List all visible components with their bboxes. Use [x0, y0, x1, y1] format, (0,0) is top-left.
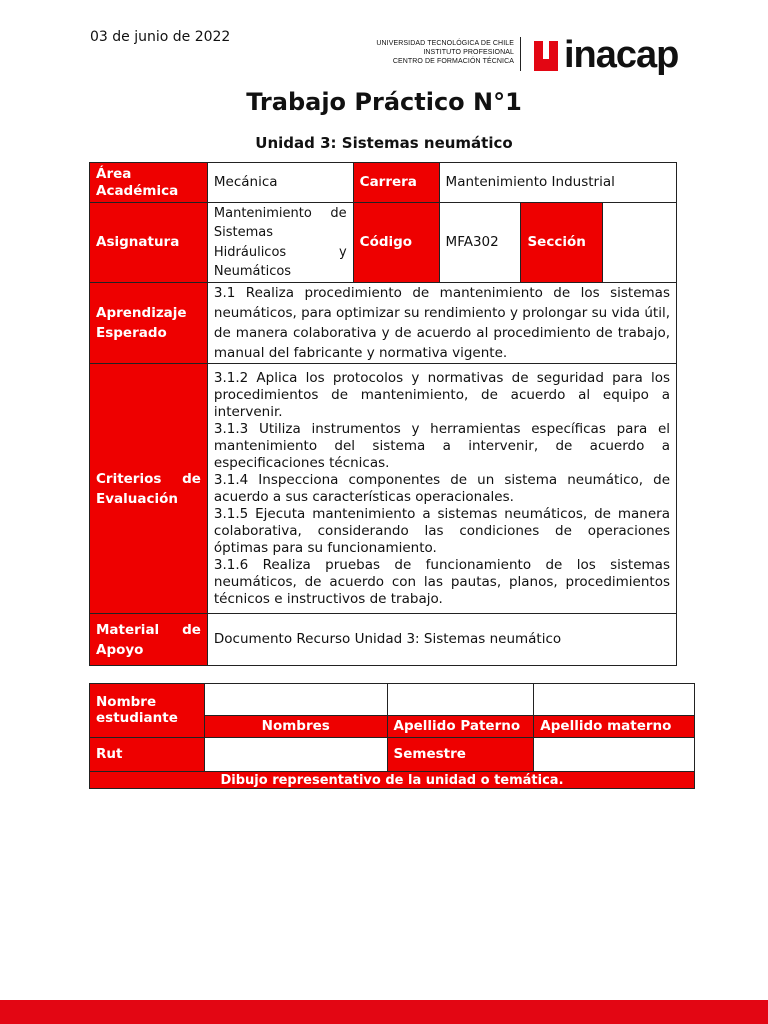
page-title: Trabajo Práctico N°1 [246, 88, 522, 116]
semestre-label: Semestre [387, 738, 534, 772]
student-info-table [89, 683, 695, 789]
material-label: Material de Apoyo [90, 614, 208, 666]
material-value: Documento Recurso Unidad 3: Sistemas neumático [207, 614, 676, 666]
page-subtitle: Unidad 3: Sistemas neumático [255, 134, 513, 152]
institution-names [376, 39, 514, 66]
rut-input-cell[interactable] [204, 738, 387, 772]
table-row [90, 684, 695, 716]
table-row [90, 614, 677, 666]
apellido-paterno-input-cell[interactable] [387, 684, 534, 716]
institution-line: INSTITUTO PROFESIONAL [423, 49, 514, 56]
aprendizaje-value: 3.1 Realiza procedimiento de mantenimiento de los sistemas neumáticos, para optimizar su rendimiento y prolongar su vida útil, de manera colaborativa y de acuerdo al procedimiento de trabajo, manual del fabricante y normativa vigente. [207, 283, 676, 364]
institution-line: UNIVERSIDAD TECNOLÓGICA DE CHILE [376, 40, 514, 47]
criterios-label: Criterios de Evaluación [90, 364, 208, 614]
apellido-paterno-label: Apellido Paterno [387, 716, 534, 738]
criterio-item: 3.1.4 Inspecciona componentes de un sistema neumático, de acuerdo a sus características operacionales. [213, 471, 670, 505]
nombres-label: Nombres [204, 716, 387, 738]
criterio-item: 3.1.3 Utiliza instrumentos y herramientas específicas para el mantenimiento del sistema a intervenir, de acuerdo a especificaciones técnicas. [213, 420, 670, 471]
nombres-input-cell[interactable] [204, 684, 387, 716]
seccion-value [603, 203, 677, 283]
table-row [90, 203, 677, 283]
asignatura-value: Mantenimiento de Sistemas Hidráulicos y Neumáticos [207, 203, 353, 283]
course-info-table [89, 162, 677, 666]
apellido-materno-label: Apellido materno [534, 716, 695, 738]
aprendizaje-label: Aprendizaje Esperado [90, 283, 208, 364]
apellido-materno-input-cell[interactable] [534, 684, 695, 716]
criterio-item: 3.1.6 Realiza pruebas de funcionamiento de los sistemas neumáticos, de acuerdo con las pautas, planos, procedimientos técnicos e instructivos de trabajo. [213, 556, 670, 607]
criterio-item: 3.1.5 Ejecuta mantenimiento a sistemas neumáticos, de manera colaborativa, considerando las condiciones de operaciones óptimas para su funcionamiento. [213, 505, 670, 556]
area-label: Área Académica [90, 163, 208, 203]
seccion-label: Sección [521, 203, 603, 283]
logo-mark-icon [534, 41, 558, 71]
codigo-label: Código [353, 203, 439, 283]
header-divider [520, 37, 521, 71]
carrera-value: Mantenimiento Industrial [439, 163, 676, 203]
area-value: Mecánica [207, 163, 353, 203]
document-date: 03 de junio de 2022 [90, 29, 231, 45]
criterio-item: 3.1.2 Aplica los protocolos y normativas de seguridad para los procedimientos de mantenimiento, de acuerdo al equipo a intervenir. [213, 369, 670, 420]
logo-wordmark: inacap [564, 34, 679, 76]
inacap-logo [532, 34, 679, 76]
criterios-list [207, 364, 676, 614]
table-row [90, 364, 677, 614]
institution-line: CENTRO DE FORMACIÓN TÉCNICA [392, 58, 514, 65]
table-row [90, 283, 677, 364]
rut-label: Rut [90, 738, 205, 772]
asignatura-label: Asignatura [90, 203, 208, 283]
carrera-label: Carrera [353, 163, 439, 203]
table-row [90, 738, 695, 772]
codigo-value: MFA302 [439, 203, 521, 283]
semestre-input-cell[interactable] [534, 738, 695, 772]
dibujo-label: Dibujo representativo de la unidad o temática. [90, 772, 695, 789]
nombre-label: Nombre estudiante [90, 684, 205, 738]
table-row [90, 772, 695, 789]
footer-bar [0, 1000, 768, 1024]
table-row [90, 163, 677, 203]
